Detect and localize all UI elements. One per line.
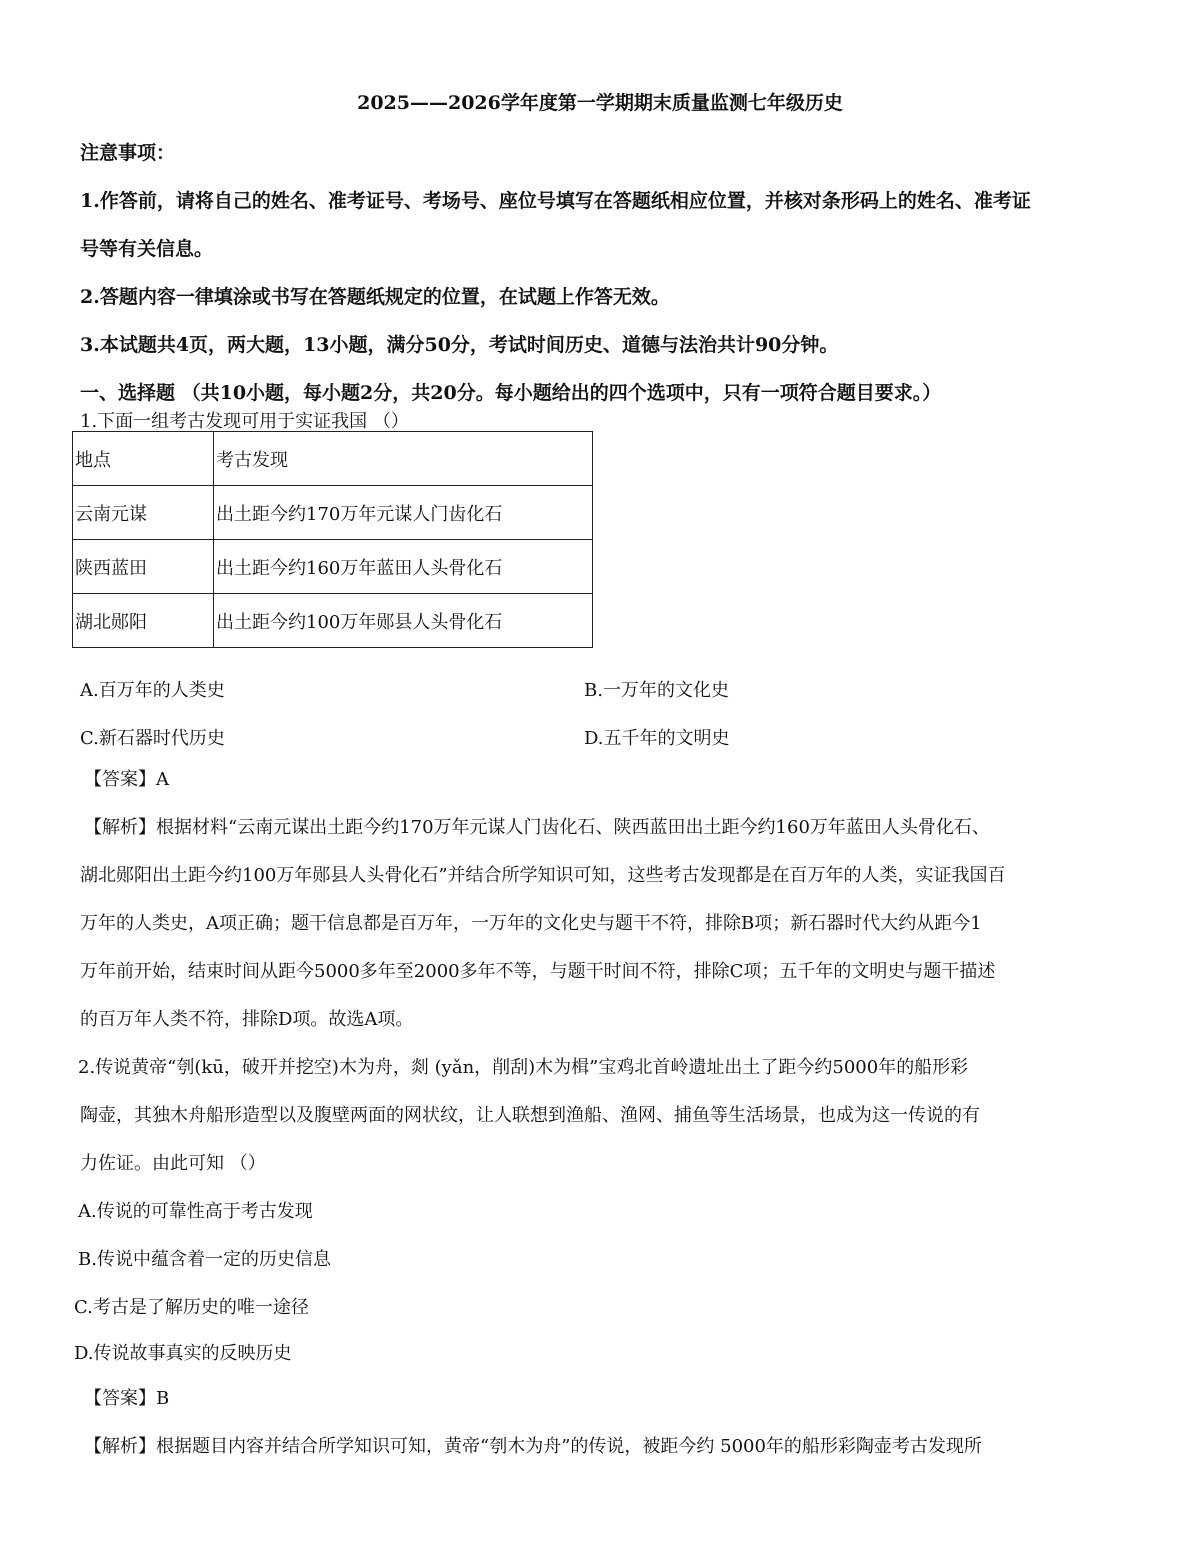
table-cell: 出土距今约160万年蓝田人头骨化石	[214, 540, 593, 594]
q2-stem-line-1: 2.传说黄帝“刳(kū，破开并挖空)木为舟，剡 (yǎn，削刮)木为楫”宝鸡北首岭遗址出土了距今约5000年的船形彩	[78, 1057, 969, 1078]
q1-option-c: C.新石器时代历史	[80, 728, 225, 749]
q1-table	[72, 431, 593, 648]
q1-analysis-line-4: 万年前开始，结束时间从距今5000多年至2000多年不等，与题干时间不符，排除C项；五千年的文明史与题干描述	[80, 961, 996, 982]
table-cell: 出土距今约100万年郧县人头骨化石	[214, 594, 593, 648]
q2-option-b: B.传说中蕴含着一定的历史信息	[78, 1249, 331, 1270]
table-row	[73, 540, 593, 594]
q1-analysis-line-3: 万年的人类史，A项正确；题干信息都是百万年，一万年的文化史与题干不符，排除B项；新石器时代大约从距今1	[80, 913, 982, 934]
notice-item-1-line-1: 1.作答前，请将自己的姓名、准考证号、考场号、座位号填写在答题纸相应位置，并核对条形码上的姓名、准考证	[80, 190, 1031, 212]
q2-analysis-line-1: 【解析】根据题目内容并结合所学知识可知，黄帝“刳木为舟”的传说，被距今约 5000年的船形彩陶壶考古发现所	[84, 1436, 982, 1457]
q1-analysis-line-2: 湖北郧阳出土距今约100万年郧县人头骨化石”并结合所学知识可知，这些考古发现都是在百万年的人类，实证我国百	[80, 865, 1006, 886]
notice-item-3: 3.本试题共4页，两大题，13小题，满分50分，考试时间历史、道德与法治共计90分钟。	[80, 334, 839, 356]
table-row	[73, 594, 593, 648]
q1-option-d: D.五千年的文明史	[584, 728, 730, 749]
q2-stem-line-3: 力佐证。由此可知 （）	[80, 1153, 266, 1174]
q2-option-a: A.传说的可靠性高于考古发现	[78, 1201, 313, 1222]
notice-item-2: 2.答题内容一律填涂或书写在答题纸规定的位置，在试题上作答无效。	[80, 286, 670, 308]
table-header-row	[73, 432, 593, 486]
q1-option-b: B.一万年的文化史	[584, 680, 729, 701]
q1-analysis-line-5: 的百万年人类不符，排除D项。故选A项。	[80, 1009, 414, 1030]
table-cell: 出土距今约170万年元谋人门齿化石	[214, 486, 593, 540]
notice-item-1-line-2: 号等有关信息。	[80, 238, 214, 260]
table-cell: 湖北郧阳	[73, 594, 214, 648]
q2-answer: 【答案】B	[84, 1388, 170, 1409]
table-row	[73, 486, 593, 540]
q2-stem-line-2: 陶壶，其独木舟船形造型以及腹壁两面的网状纹，让人联想到渔船、渔网、捕鱼等生活场景，也成为这一传说的有	[80, 1105, 980, 1126]
notice-heading: 注意事项：	[80, 142, 176, 164]
table-header-cell: 考古发现	[214, 432, 593, 486]
table-header-cell: 地点	[73, 432, 214, 486]
q1-option-a: A.百万年的人类史	[80, 680, 225, 701]
q1-analysis-line-1: 【解析】根据材料“云南元谋出土距今约170万年元谋人门齿化石、陕西蓝田出土距今约160万年蓝田人头骨化石、	[84, 817, 990, 838]
page-title: 2025——2026学年度第一学期期末质量监测七年级历史	[357, 92, 843, 114]
q2-option-d: D.传说故事真实的反映历史	[74, 1343, 292, 1364]
q1-stem: 1.下面一组考古发现可用于实证我国 （）	[80, 411, 409, 432]
q2-option-c: C.考古是了解历史的唯一途径	[74, 1297, 309, 1318]
q1-answer: 【答案】A	[84, 769, 169, 790]
table-cell: 云南元谋	[73, 486, 214, 540]
section-heading: 一、选择题 （共10小题，每小题2分，共20分。每小题给出的四个选项中，只有一项符合题目要求。）	[80, 382, 942, 404]
table-cell: 陕西蓝田	[73, 540, 214, 594]
